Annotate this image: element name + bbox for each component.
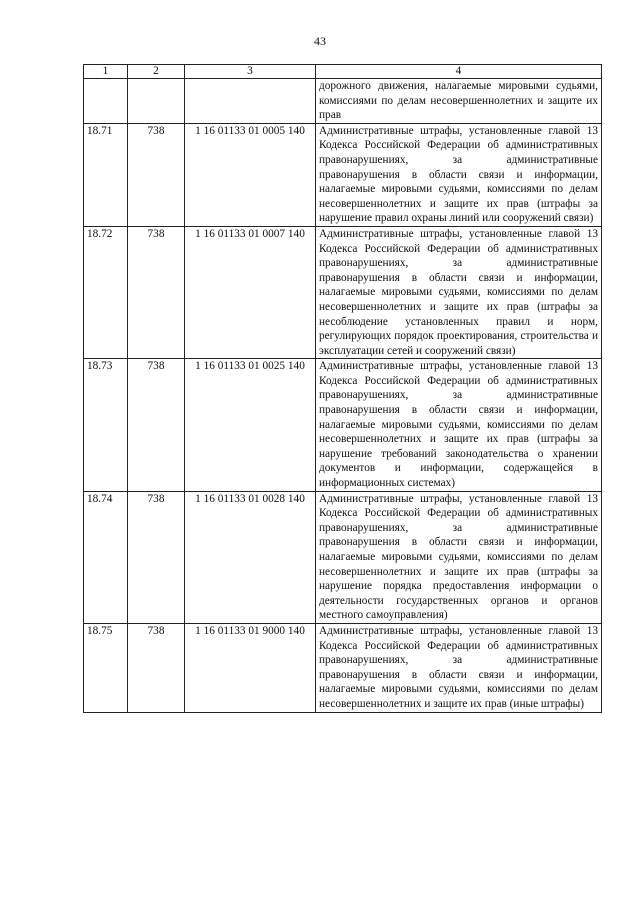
- cell-num: 18.73: [84, 359, 128, 491]
- table-row: [84, 359, 602, 491]
- cell-num: 18.72: [84, 226, 128, 358]
- table-row: [84, 226, 602, 358]
- cell-code: [185, 79, 316, 124]
- cell-description: Административные штрафы, установленные главой 13 Кодекса Российской Федерации об административных правонарушениях, за административные правонарушения в области связи и информации, налагаемые мировыми судьями, комиссиями по делам несовершеннолетних и защите их прав (штрафы за нарушение порядка предоставления информации о деятельности государственных органов и органов местного самоуправления): [316, 491, 602, 623]
- cell-num: [84, 79, 128, 124]
- header-col-1: 1: [84, 65, 128, 79]
- header-col-4: 4: [316, 65, 602, 79]
- cell-num: 18.75: [84, 623, 128, 712]
- cell-admin: 738: [128, 623, 185, 712]
- cell-description: Административные штрафы, установленные главой 13 Кодекса Российской Федерации об административных правонарушениях, за административные правонарушения в области связи и информации, налагаемые мировыми судьями, комиссиями по делам несовершеннолетних и защите их прав (штрафы за несоблюдение установленных правил и норм, регулирующих порядок проектирования, строительства и эксплуатации сетей и сооружений связи): [316, 226, 602, 358]
- table-row: [84, 491, 602, 623]
- cell-code: 1 16 01133 01 0025 140: [185, 359, 316, 491]
- header-col-3: 3: [185, 65, 316, 79]
- header-col-2: 2: [128, 65, 185, 79]
- cell-admin: 738: [128, 359, 185, 491]
- cell-code: 1 16 01133 01 0005 140: [185, 123, 316, 226]
- cell-num: 18.71: [84, 123, 128, 226]
- cell-code: 1 16 01133 01 0007 140: [185, 226, 316, 358]
- table-row: [84, 623, 602, 712]
- budget-codes-table: [83, 64, 602, 713]
- cell-admin: [128, 79, 185, 124]
- cell-code: 1 16 01133 01 0028 140: [185, 491, 316, 623]
- cell-admin: 738: [128, 123, 185, 226]
- table-header-row: [84, 65, 602, 79]
- page-number: 43: [314, 34, 326, 48]
- cell-description: дорожного движения, налагаемые мировыми судьями, комиссиями по делам несовершеннолетних и защите их прав: [316, 79, 602, 124]
- cell-description: Административные штрафы, установленные главой 13 Кодекса Российской Федерации об административных правонарушениях, за административные правонарушения в области связи и информации, налагаемые мировыми судьями, комиссиями по делам несовершеннолетних и защите их прав (штрафы за нарушение требований законодательства о хранении документов и информации, содержащейся в информационных системах): [316, 359, 602, 491]
- table-row: [84, 123, 602, 226]
- cell-admin: 738: [128, 491, 185, 623]
- cell-code: 1 16 01133 01 9000 140: [185, 623, 316, 712]
- cell-description: Административные штрафы, установленные главой 13 Кодекса Российской Федерации об административных правонарушениях, за административные правонарушения в области связи и информации, налагаемые мировыми судьями, комиссиями по делам несовершеннолетних и защите их прав (штрафы за нарушение правил охраны линий или сооружений связи): [316, 123, 602, 226]
- cell-num: 18.74: [84, 491, 128, 623]
- table-row-continuation: [84, 79, 602, 124]
- cell-description: Административные штрафы, установленные главой 13 Кодекса Российской Федерации об административных правонарушениях, за административные правонарушения в области связи и информации, налагаемые мировыми судьями, комиссиями по делам несовершеннолетних и защите их прав (иные штрафы): [316, 623, 602, 712]
- cell-admin: 738: [128, 226, 185, 358]
